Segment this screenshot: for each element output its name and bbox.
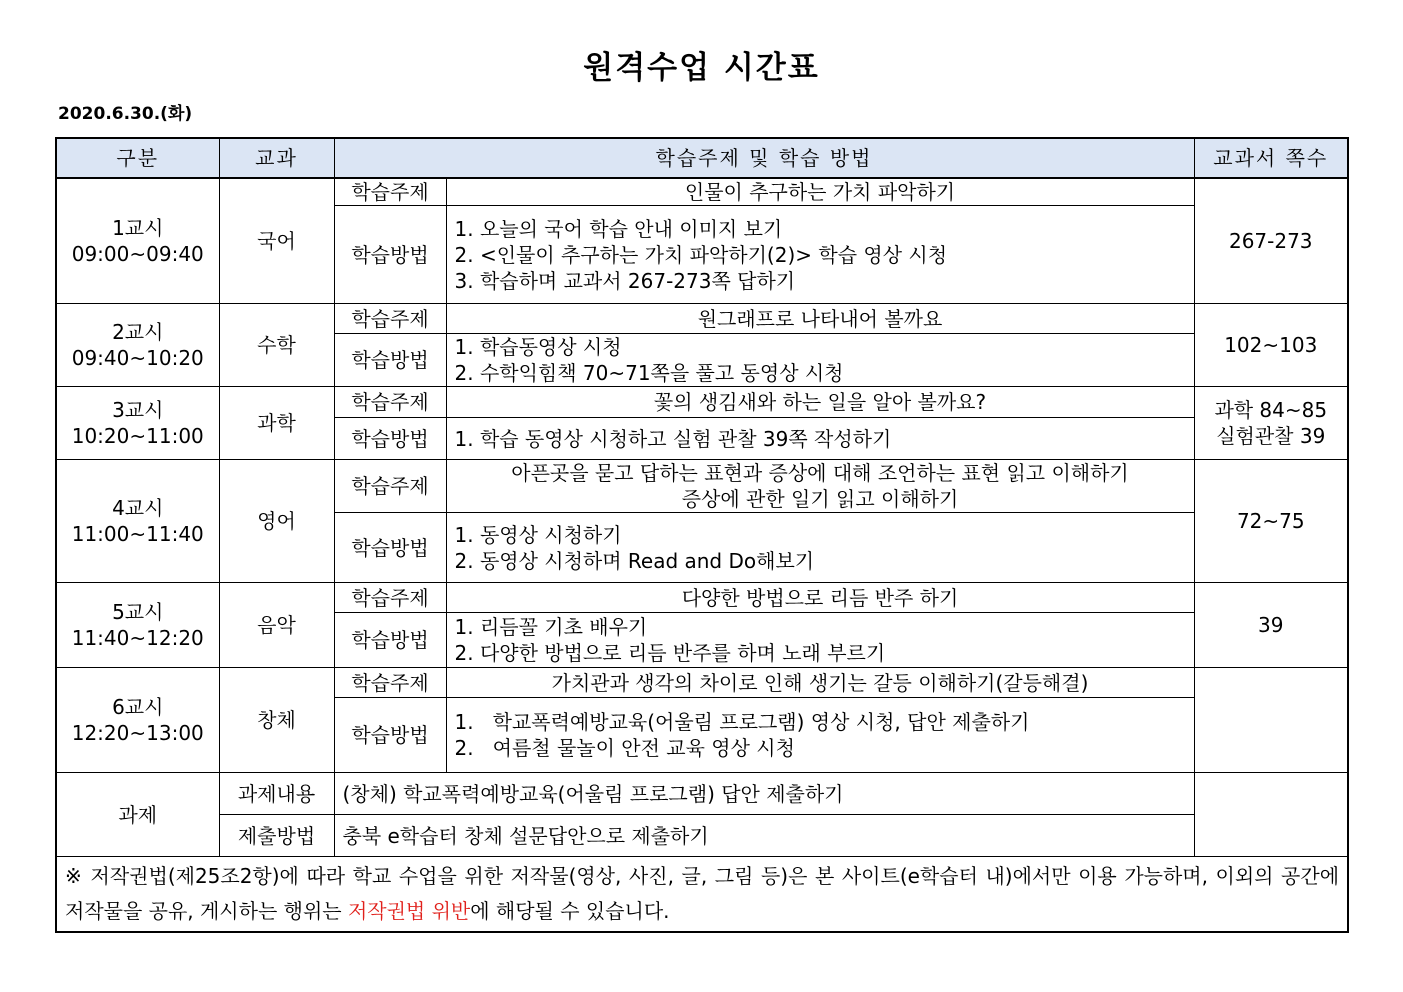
period-time: 10:20~11:00 (71, 424, 204, 448)
topic-text: 꽃의 생김새와 하는 일을 알아 볼까요? (653, 390, 987, 414)
assignment-submit-label: 제출방법 (219, 815, 334, 857)
topic-text: 아픈곳을 묻고 답하는 표현과 증상에 대해 조언하는 표현 읽고 이해하기 (511, 461, 1129, 485)
period-time: 11:40~12:20 (71, 626, 204, 650)
topic-label: 학습주제 (334, 583, 446, 613)
method-item: 2. 여름철 물놀이 안전 교육 영상 시청 (454, 736, 795, 760)
method-label: 학습방법 (334, 613, 446, 668)
topic-cell (446, 668, 1194, 698)
period-name: 2교시 (112, 320, 164, 344)
topic-label: 학습주제 (334, 304, 446, 334)
topic-label: 학습주제 (334, 460, 446, 513)
topic-text: 다양한 방법으로 리듬 반주 하기 (681, 585, 959, 610)
period-row-topic (56, 583, 1348, 613)
method-item: 2. 동영상 시청하며 Read and Do해보기 (454, 548, 815, 573)
method-item: 1. 오늘의 국어 학습 안내 이미지 보기 (454, 216, 783, 241)
notice-row (56, 857, 1348, 933)
pages-cell (1194, 668, 1348, 773)
subject-cell: 영어 (219, 460, 334, 583)
period-name: 5교시 (112, 600, 164, 624)
method-item: 1. 학교폭력예방교육(어울림 프로그램) 영상 시청, 답안 제출하기 (454, 710, 1030, 734)
assignment-content: (창체) 학교폭력예방교육(어울림 프로그램) 답안 제출하기 (334, 773, 1194, 815)
topic-cell (446, 583, 1194, 613)
subject-cell: 음악 (219, 583, 334, 668)
method-item: 1. 리듬꼴 기초 배우기 (454, 615, 648, 639)
header-period: 구분 (56, 138, 219, 178)
topic-label: 학습주제 (334, 387, 446, 418)
assignment-content-label: 과제내용 (219, 773, 334, 815)
header-pages: 교과서 쪽수 (1194, 138, 1348, 178)
method-item: 2. <인물이 추구하는 가치 파악하기(2)> 학습 영상 시청 (454, 242, 948, 267)
topic-text: 원그래프로 나타내어 볼까요 (697, 306, 943, 331)
method-item: 1. 동영상 시청하기 (454, 522, 622, 547)
subject-cell: 국어 (219, 178, 334, 304)
period-cell (56, 304, 219, 387)
topic-text: 증상에 관한 일기 읽고 이해하기 (681, 487, 959, 511)
period-cell (56, 387, 219, 460)
notice-text-end: 에 해당될 수 있습니다. (470, 899, 670, 923)
topic-label: 학습주제 (334, 178, 446, 206)
method-item: 2. 수학익힘책 70~71쪽을 풀고 동영상 시청 (454, 361, 844, 385)
period-name: 4교시 (112, 496, 164, 520)
assignment-pages-cell (1194, 773, 1348, 857)
pages-cell (1194, 583, 1348, 668)
assignment-row-content (56, 773, 1348, 815)
method-label: 학습방법 (334, 334, 446, 387)
method-item: 3. 학습하며 교과서 267-273쪽 답하기 (454, 268, 796, 293)
copyright-notice (56, 857, 1348, 933)
subject-cell: 수학 (219, 304, 334, 387)
method-cell (446, 698, 1194, 773)
subject-cell: 창체 (219, 668, 334, 773)
pages-text: 실험관찰 39 (1216, 424, 1326, 448)
period-cell (56, 178, 219, 304)
pages-text: 39 (1258, 613, 1284, 637)
notice-highlight: 저작권법 위반 (347, 899, 471, 923)
method-label: 학습방법 (334, 513, 446, 583)
method-item: 1. 학습동영상 시청 (454, 335, 622, 359)
assignment-label: 과제 (56, 773, 219, 857)
method-cell (446, 613, 1194, 668)
period-name: 6교시 (112, 695, 164, 719)
pages-text: 102~103 (1224, 333, 1318, 357)
period-time: 09:00~09:40 (71, 242, 204, 266)
method-cell (446, 334, 1194, 387)
topic-cell (446, 304, 1194, 334)
period-name: 3교시 (112, 398, 164, 422)
method-item: 2. 다양한 방법으로 리듬 반주를 하며 노래 부르기 (454, 641, 886, 665)
topic-text: 인물이 추구하는 가치 파악하기 (684, 180, 956, 204)
assignment-row-submit (56, 815, 1348, 857)
period-time: 09:40~10:20 (71, 346, 204, 370)
method-cell (446, 418, 1194, 460)
period-time: 12:20~13:00 (71, 721, 204, 745)
method-item: 1. 학습 동영상 시청하고 실험 관찰 39쪽 작성하기 (454, 426, 892, 451)
header-content: 학습주제 및 학습 방법 (334, 138, 1194, 178)
header-row (56, 138, 1348, 178)
period-cell (56, 583, 219, 668)
date-label: 2020.6.30.(화) (58, 104, 193, 124)
method-label: 학습방법 (334, 206, 446, 304)
method-cell (446, 513, 1194, 583)
period-cell (56, 460, 219, 583)
pages-text: 267-273 (1228, 229, 1313, 253)
period-cell (56, 668, 219, 773)
notice-text: ※ 저작권법(제25조2항)에 따라 학교 수업을 위한 저작물(영상, 사진, 글, 그림 등)은 본 사이트(e학습터 내)에서만 이용 가능하며, 이외의 공간에 저작물을 공유, 게시하는 행위는 (65, 864, 1340, 923)
topic-cell (446, 178, 1194, 206)
subject-cell: 과학 (219, 387, 334, 460)
period-row-topic (56, 304, 1348, 334)
period-row-topic (56, 668, 1348, 698)
period-row-topic (56, 178, 1348, 206)
topic-label: 학습주제 (334, 668, 446, 698)
pages-text: 과학 84~85 (1214, 398, 1328, 422)
method-label: 학습방법 (334, 698, 446, 773)
period-name: 1교시 (112, 216, 164, 240)
method-cell (446, 206, 1194, 304)
period-row-topic (56, 387, 1348, 418)
assignment-submit: 충북 e학습터 창체 설문답안으로 제출하기 (334, 815, 1194, 857)
topic-cell (446, 460, 1194, 513)
pages-cell (1194, 460, 1348, 583)
pages-cell (1194, 178, 1348, 304)
period-time: 11:00~11:40 (71, 522, 204, 546)
page-title: 원격수업 시간표 (583, 50, 820, 86)
method-label: 학습방법 (334, 418, 446, 460)
timetable (55, 137, 1349, 933)
period-row-topic (56, 460, 1348, 513)
pages-text: 72~75 (1236, 509, 1305, 533)
pages-cell (1194, 387, 1348, 460)
pages-cell (1194, 304, 1348, 387)
topic-cell (446, 387, 1194, 418)
topic-text: 가치관과 생각의 차이로 인해 생기는 갈등 이해하기(갈등해결) (551, 670, 1089, 695)
header-subject: 교과 (219, 138, 334, 178)
